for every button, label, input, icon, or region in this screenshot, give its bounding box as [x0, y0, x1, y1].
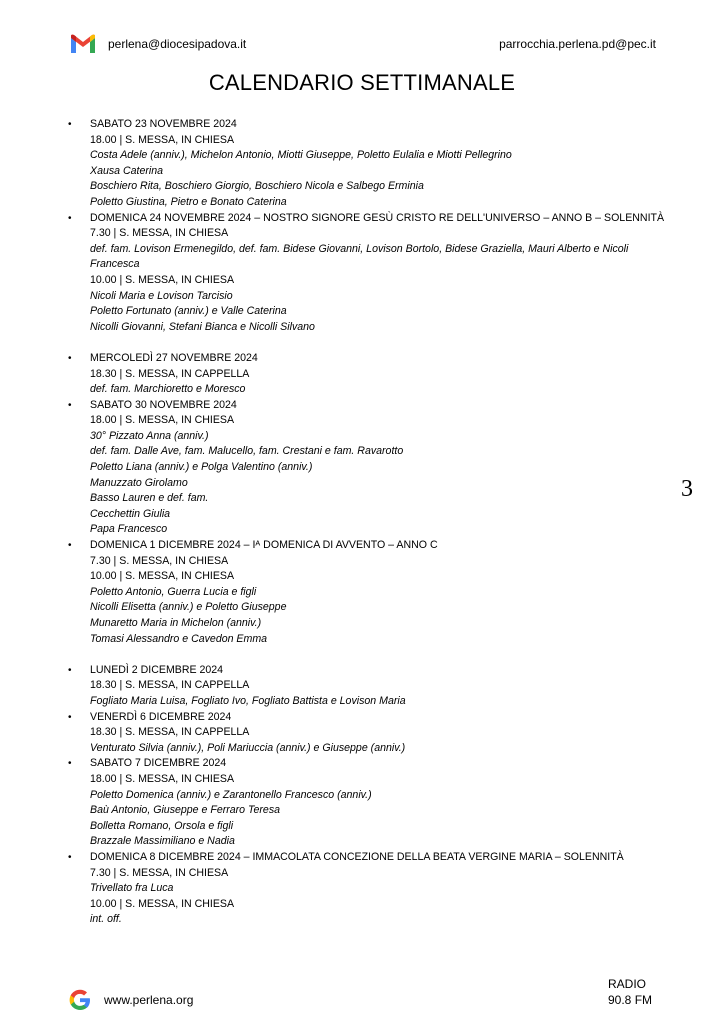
- bullet-icon: •: [68, 711, 72, 723]
- bullet-icon: •: [68, 540, 72, 552]
- event-item: [68, 351, 668, 398]
- google-icon: [68, 988, 92, 1012]
- header-email-left: [70, 34, 246, 54]
- radio-frequency: 90.8 FM: [608, 993, 653, 1007]
- event-heading: SABATO 23 NOVEMBRE 2024: [90, 118, 237, 130]
- intention-line: Venturato Silvia (anniv.), Poli Mariuccia (anniv.) e Giuseppe (anniv.): [90, 741, 406, 754]
- intention-line: int. off.: [90, 913, 122, 926]
- radio-info: [608, 976, 652, 1008]
- email-right-text[interactable]: parrocchia.perlena.pd@pec.it: [499, 37, 656, 51]
- gmail-icon: [70, 34, 96, 54]
- mass-time-line: 18.30 | S. MESSA, IN CAPPELLA: [90, 726, 250, 739]
- intention-line: def. fam. Lovison Ermenegildo, def. fam. Bidese Giovanni, Lovison Bortolo, Bidese Graziella, Mauri Alberto e Nicoli Francesca: [90, 242, 629, 271]
- page-number: 3: [681, 476, 693, 502]
- bullet-icon: •: [68, 352, 72, 364]
- footer-website: [68, 988, 193, 1012]
- intention-line: Trivellato fra Luca: [90, 882, 174, 895]
- intention-line: def. fam. Dalle Ave, fam. Malucello, fam. Crestani e fam. Ravarotto: [90, 445, 404, 458]
- radio-label: RADIO: [608, 977, 647, 991]
- intention-line: Poletto Giustina, Pietro e Bonato Caterina: [90, 195, 287, 208]
- intention-line: Cecchettin Giulia: [90, 507, 171, 520]
- intention-line: Xausa Caterina: [90, 164, 164, 177]
- website-link[interactable]: www.perlena.org: [104, 993, 194, 1007]
- intention-line: Nicoli Maria e Lovison Tarcisio: [90, 289, 233, 302]
- event-heading: DOMENICA 8 DICEMBRE 2024 – IMMACOLATA CONCEZIONE DELLA BEATA VERGINE MARIA – SOLENNITÀ: [90, 850, 624, 863]
- mass-time-line: 18.30 | S. MESSA, IN CAPPELLA: [90, 367, 250, 380]
- mass-time-line: 18.00 | S. MESSA, IN CHIESA: [90, 772, 235, 785]
- event-item: [68, 663, 668, 710]
- mass-time-line: 18.30 | S. MESSA, IN CAPPELLA: [90, 679, 250, 692]
- event-heading: LUNEDÌ 2 DICEMBRE 2024: [90, 663, 224, 676]
- intention-line: Nicolli Giovanni, Stefani Bianca e Nicolli Silvano: [90, 320, 315, 333]
- intention-line: Poletto Domenica (anniv.) e Zarantonello Francesco (anniv.): [90, 788, 372, 801]
- mass-time-line: 18.00 | S. MESSA, IN CHIESA: [90, 133, 235, 146]
- intention-line: Bolletta Romano, Orsola e figli: [90, 819, 234, 832]
- event-heading: SABATO 30 NOVEMBRE 2024: [90, 398, 237, 411]
- events-list: [68, 117, 668, 928]
- event-item: [68, 850, 668, 928]
- event-heading: MERCOLEDÌ 27 NOVEMBRE 2024: [90, 351, 258, 364]
- bullet-icon: •: [68, 399, 72, 411]
- event-item: [68, 117, 668, 211]
- event-heading: VENERDÌ 6 DICEMBRE 2024: [90, 710, 232, 723]
- bullet-icon: •: [68, 758, 72, 770]
- intention-line: Basso Lauren e def. fam.: [90, 492, 209, 505]
- intention-line: Brazzale Massimiliano e Nadia: [90, 835, 235, 848]
- email-left-text[interactable]: perlena@diocesipadova.it: [108, 37, 247, 51]
- event-heading: DOMENICA 1 DICEMBRE 2024 – Iᴬ DOMENICA DI AVVENTO – ANNO C: [90, 539, 438, 552]
- spacer: [68, 647, 668, 663]
- mass-time-line: 10.00 | S. MESSA, IN CHIESA: [90, 897, 235, 910]
- event-heading: SABATO 7 DICEMBRE 2024: [90, 757, 227, 770]
- event-item: [68, 710, 668, 757]
- event-item: [68, 211, 668, 336]
- intention-line: Fogliato Maria Luisa, Fogliato Ivo, Fogliato Battista e Lovison Maria: [90, 694, 406, 707]
- bullet-icon: •: [68, 119, 72, 130]
- mass-time-line: 10.00 | S. MESSA, IN CHIESA: [90, 570, 235, 583]
- intention-line: Poletto Fortunato (anniv.) e Valle Caterina: [90, 305, 287, 318]
- intention-line: Papa Francesco: [90, 523, 168, 536]
- mass-time-line: 7.30 | S. MESSA, IN CHIESA: [90, 227, 229, 240]
- intention-line: Boschiero Rita, Boschiero Giorgio, Boschiero Nicola e Salbego Erminia: [90, 180, 424, 193]
- intention-line: def. fam. Marchioretto e Moresco: [90, 383, 246, 396]
- intention-line: Nicolli Elisetta (anniv.) e Poletto Giuseppe: [90, 601, 287, 614]
- event-item: [68, 398, 668, 538]
- event-item: [68, 538, 668, 647]
- intention-line: Manuzzato Girolamo: [90, 476, 188, 489]
- intention-line: Baù Antonio, Giuseppe e Ferraro Teresa: [90, 804, 281, 817]
- intention-line: 30° Pizzato Anna (anniv.): [90, 429, 209, 442]
- mass-time-line: 18.00 | S. MESSA, IN CHIESA: [90, 414, 235, 427]
- bullet-icon: •: [68, 664, 72, 676]
- page-title: CALENDARIO SETTIMANALE: [208, 70, 516, 95]
- intention-line: Tomasi Alessandro e Cavedon Emma: [90, 632, 268, 645]
- mass-time-line: 7.30 | S. MESSA, IN CHIESA: [90, 554, 229, 567]
- mass-time-line: 7.30 | S. MESSA, IN CHIESA: [90, 866, 229, 879]
- intention-line: Poletto Liana (anniv.) e Polga Valentino (anniv.): [90, 461, 313, 474]
- mass-time-line: 10.00 | S. MESSA, IN CHIESA: [90, 273, 235, 286]
- intention-line: Munaretto Maria in Michelon (anniv.): [90, 617, 262, 629]
- bullet-icon: •: [68, 851, 72, 863]
- event-heading: DOMENICA 24 NOVEMBRE 2024 – NOSTRO SIGNORE GESÙ CRISTO RE DELL'UNIVERSO – ANNO B – SOLENNITÀ: [90, 211, 665, 224]
- bullet-icon: •: [68, 212, 72, 224]
- intention-line: Costa Adele (anniv.), Michelon Antonio, Miotti Giuseppe, Poletto Eulalia e Miotti Pellegrino: [90, 149, 512, 162]
- intention-line: Poletto Antonio, Guerra Lucia e figli: [90, 585, 257, 598]
- spacer: [68, 335, 668, 351]
- event-item: [68, 756, 668, 850]
